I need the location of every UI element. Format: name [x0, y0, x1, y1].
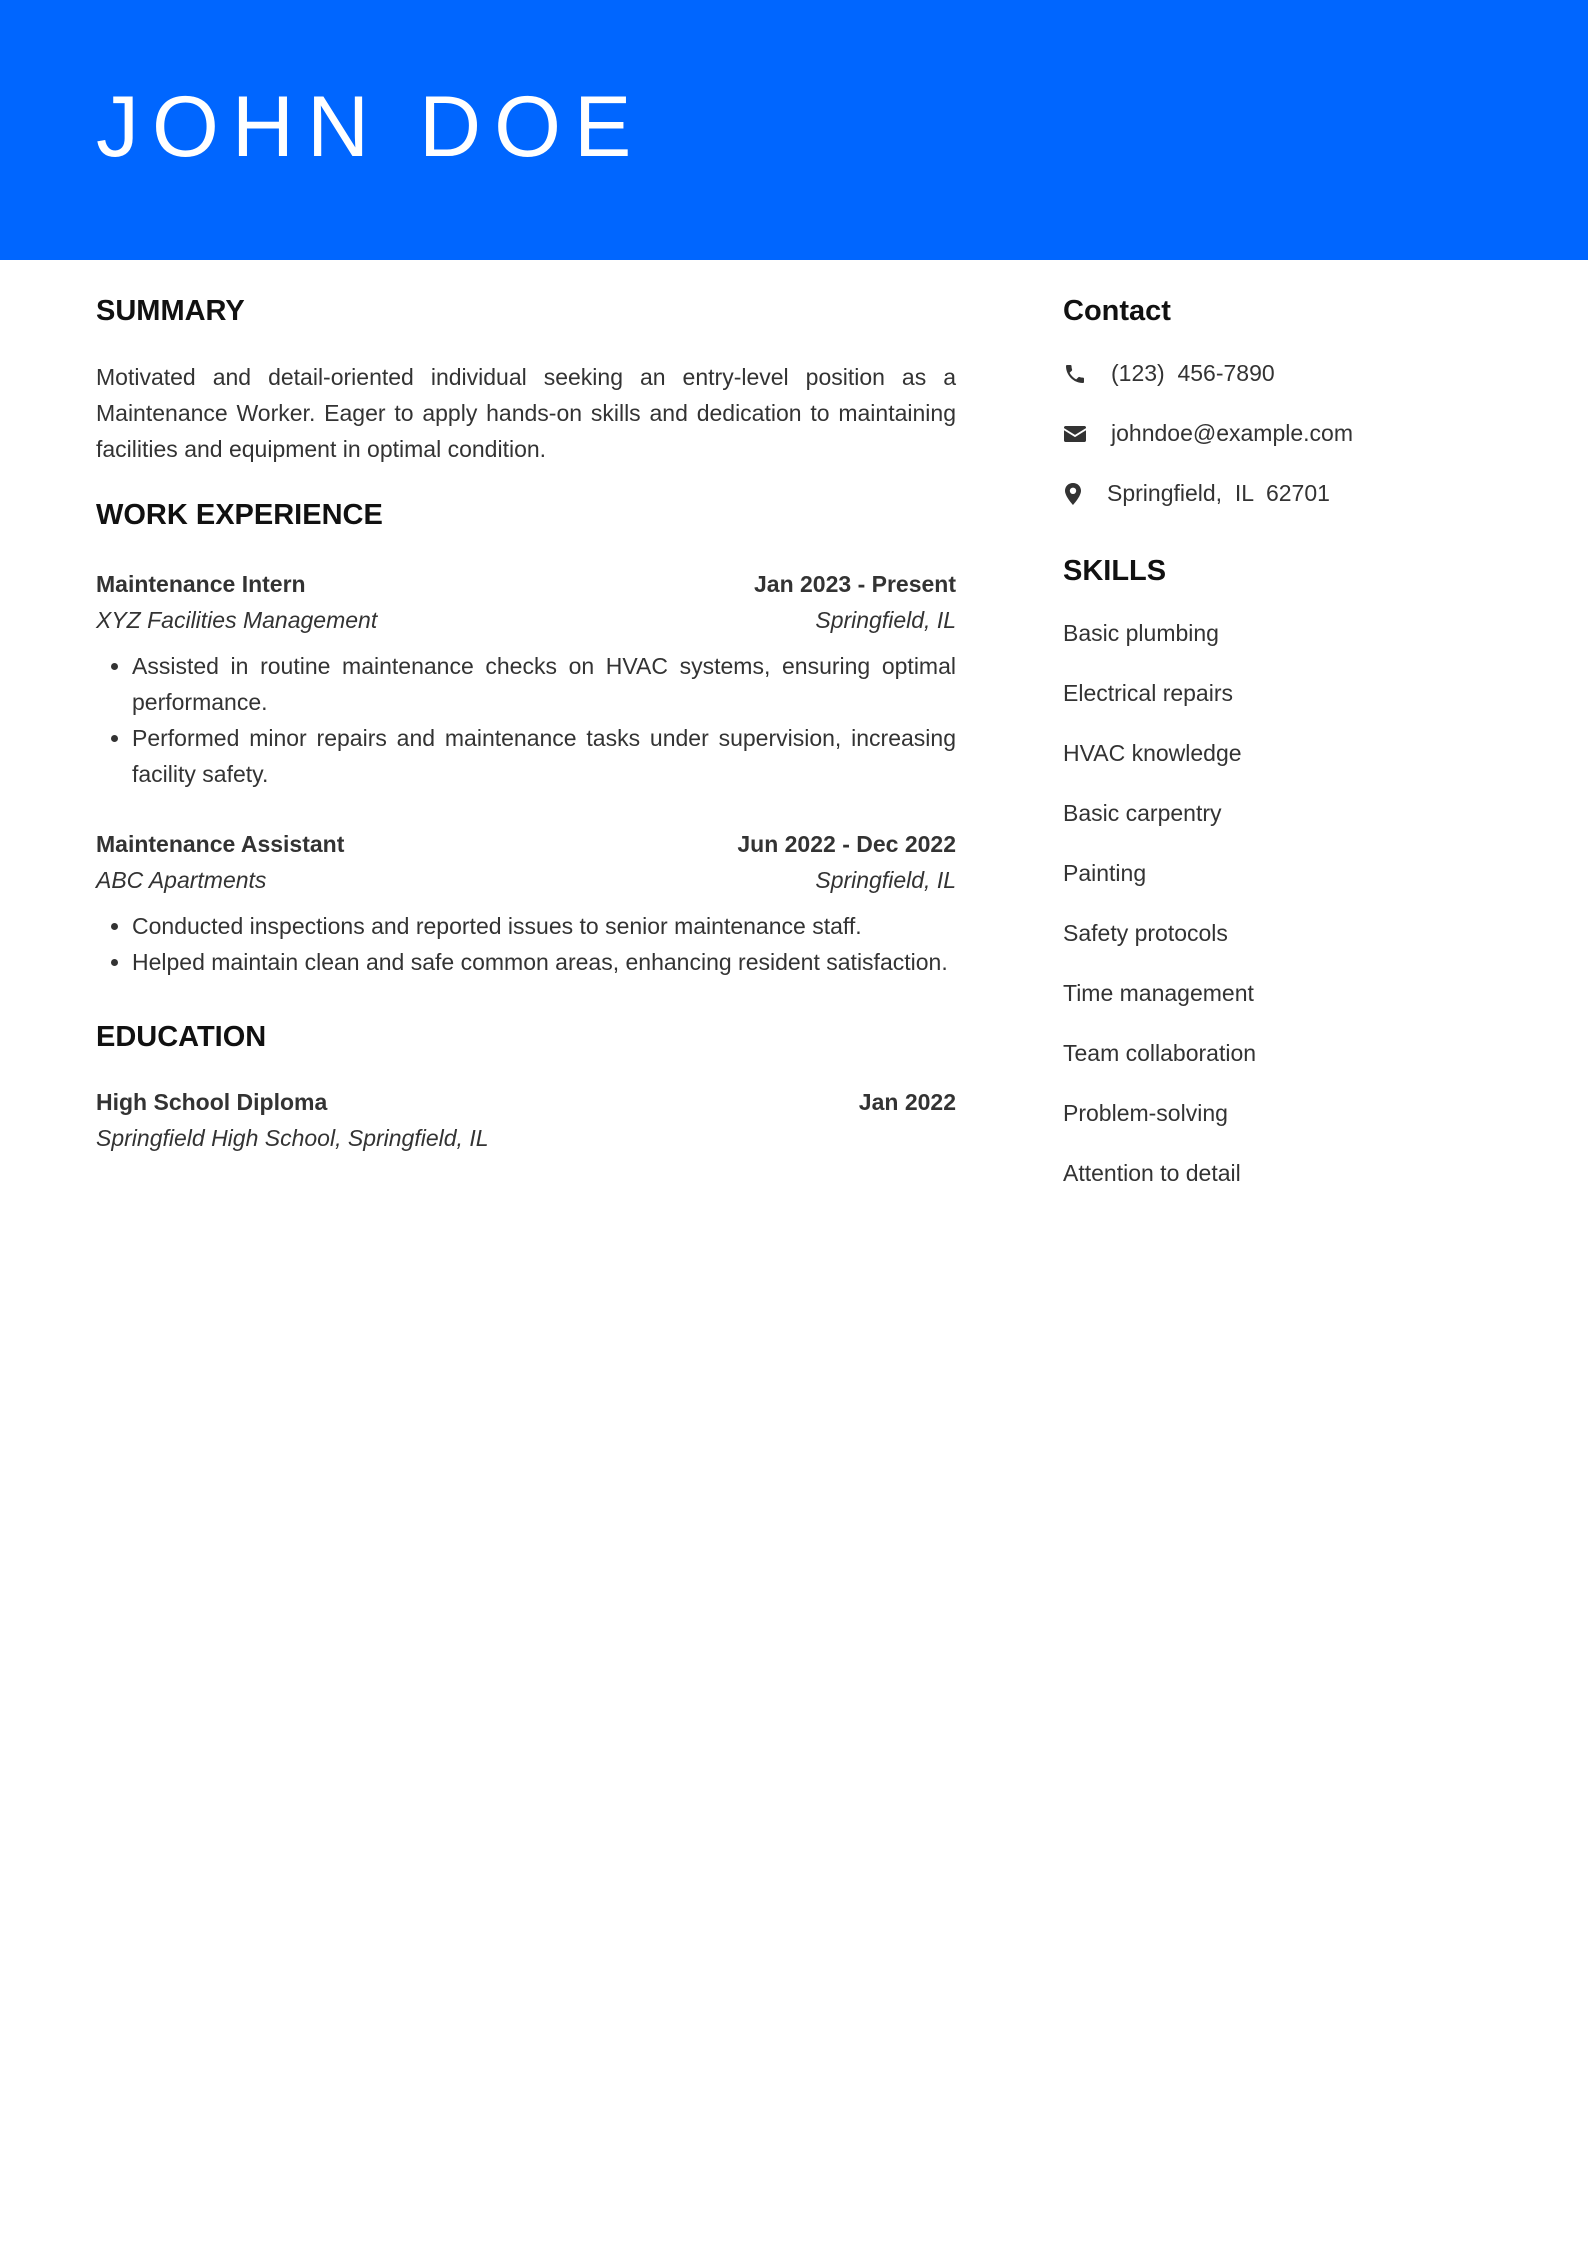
job-company: XYZ Facilities Management	[96, 606, 378, 633]
job-location: Springfield, IL	[815, 866, 956, 893]
sidebar	[1063, 260, 1523, 1215]
skill-item: Time management	[1063, 979, 1254, 1006]
job-entry	[96, 566, 956, 792]
job-location: Springfield, IL	[815, 606, 956, 633]
education-heading: EDUCATION	[96, 1020, 267, 1053]
contact-location	[1063, 476, 1523, 512]
skill-item: HVAC knowledge	[1063, 739, 1242, 766]
job-bullets	[96, 648, 956, 792]
skill-item: Team collaboration	[1063, 1039, 1257, 1066]
job-title: Maintenance Intern	[96, 570, 306, 597]
phone-icon	[1063, 362, 1087, 386]
skill-item: Painting	[1063, 859, 1147, 886]
phone-number: (123) 456-7890	[1111, 360, 1275, 387]
skill-item: Basic carpentry	[1063, 799, 1222, 826]
school: Springfield High School, Springfield, IL	[96, 1125, 489, 1152]
contact-list	[1063, 356, 1523, 512]
job-bullet: • Assisted in routine maintenance checks on HVAC systems, ensuring optimal performance.	[132, 648, 956, 720]
skill-item: Attention to detail	[1063, 1159, 1241, 1186]
map-pin-icon	[1063, 482, 1087, 506]
main-column	[96, 260, 956, 1156]
job-entry	[96, 826, 956, 980]
education-entry	[96, 1084, 956, 1156]
contact-heading: Contact	[1063, 295, 1171, 327]
skill-item: Electrical repairs	[1063, 679, 1233, 706]
skill-item: Safety protocols	[1063, 919, 1228, 946]
job-title: Maintenance Assistant	[96, 830, 345, 857]
skills-heading: SKILLS	[1063, 554, 1167, 587]
job-dates: Jun 2022 - Dec 2022	[737, 830, 956, 857]
job-bullet: • Conducted inspections and reported issues to senior maintenance staff.	[132, 908, 956, 944]
skills-list	[1063, 615, 1523, 1191]
location-text: Springfield, IL 62701	[1107, 480, 1330, 507]
header-banner	[0, 0, 1588, 260]
job-company: ABC Apartments	[96, 866, 267, 893]
email-address: johndoe@example.com	[1111, 420, 1353, 447]
job-bullet: • Performed minor repairs and maintenance tasks under supervision, increasing facility safety.	[132, 720, 956, 792]
job-dates: Jan 2023 - Present	[753, 570, 956, 597]
summary-text: Motivated and detail-oriented individual seeking an entry-level position as a Maintenance Worker. Eager to apply hands-on skills and dedication to maintaining facilities and equipment in optimal condition.	[96, 363, 956, 462]
skill-item: Basic plumbing	[1063, 619, 1219, 646]
summary-heading: SUMMARY	[96, 295, 245, 327]
skill-item: Problem-solving	[1063, 1099, 1228, 1126]
education-date: Jan 2022	[858, 1089, 956, 1116]
contact-email	[1063, 416, 1523, 452]
contact-phone	[1063, 356, 1523, 392]
envelope-icon	[1063, 422, 1087, 446]
job-bullet: • Helped maintain clean and safe common areas, enhancing resident satisfaction.	[132, 944, 956, 980]
degree: High School Diploma	[96, 1089, 328, 1116]
candidate-name: JOHN DOE	[96, 79, 645, 175]
job-bullets	[96, 908, 956, 980]
work-experience-heading: WORK EXPERIENCE	[96, 498, 383, 531]
